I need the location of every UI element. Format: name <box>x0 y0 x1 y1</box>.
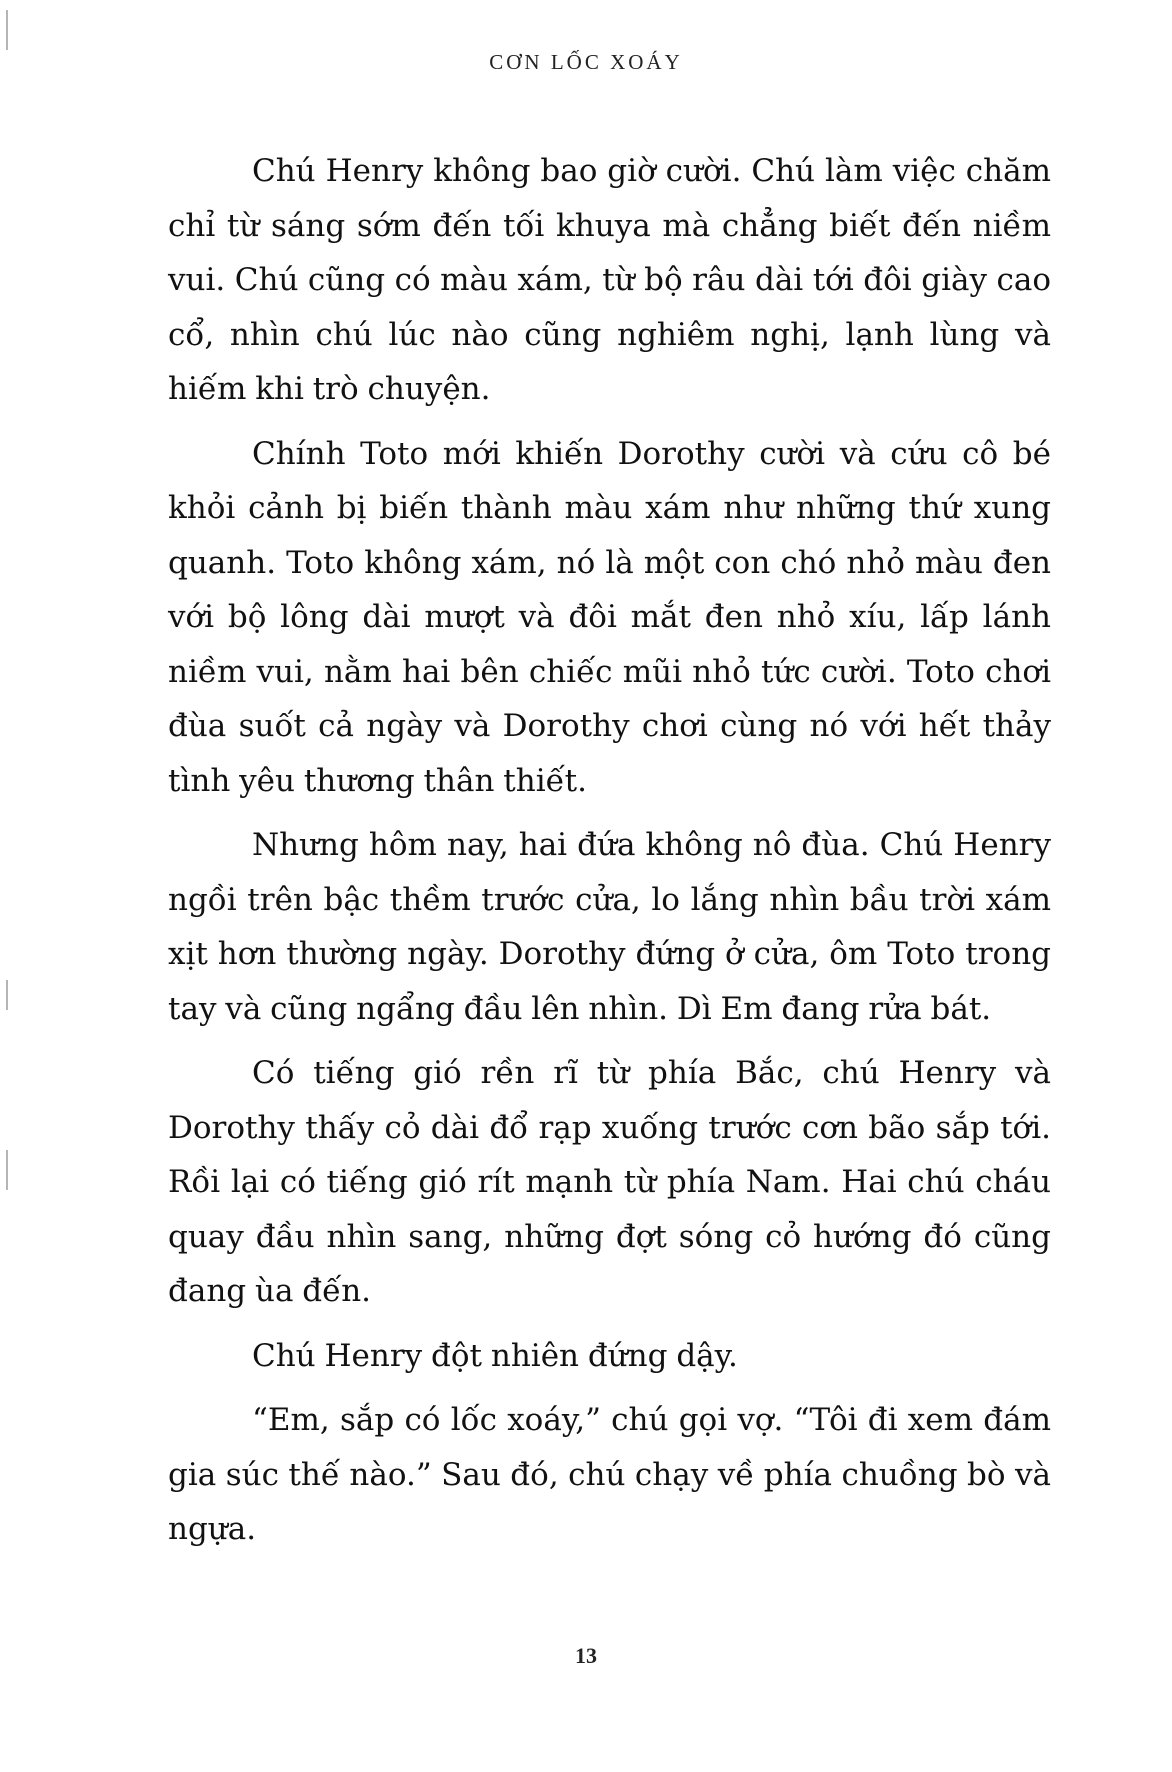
paragraph: Chú Henry đột nhiên đứng dậy. <box>252 1337 738 1374</box>
page-edge-mark <box>6 10 8 50</box>
page-edge-mark <box>6 980 8 1010</box>
paragraph: Chú Henry không bao giờ cười. Chú làm việc chăm chỉ từ sáng sớm đến tối khuya mà chẳng biết đến niềm vui. Chú cũng có màu xám, từ bộ râu dài tới đôi giày cao cổ, nhìn chú lúc nào cũng nghiêm nghị, lạnh lùng và hiếm khi trò chuyện. <box>168 153 1051 407</box>
paragraph: Chính Toto mới khiến Dorothy cười và cứu cô bé khỏi cảnh bị biến thành màu xám như những thứ xung quanh. Toto không xám, nó là một con chó nhỏ màu đen với bộ lông dài mượt và đôi mắt đen nhỏ xíu, lấp lánh niềm vui, nằm hai bên chiếc mũi nhỏ tức cười. Toto chơi đùa suốt cả ngày và Dorothy chơi cùng nó với hết thảy tình yêu thương thân thiết. <box>168 435 1051 799</box>
paragraph: Có tiếng gió rền rĩ từ phía Bắc, chú Henry và Dorothy thấy cỏ dài đổ rạp xuống trước cơn bão sắp tới. Rồi lại có tiếng gió rít mạnh từ phía Nam. Hai chú cháu quay đầu nhìn sang, những đợt sóng cỏ hướng đó cũng đang ùa đến. <box>168 1055 1051 1309</box>
page-number: 13 <box>575 1643 597 1668</box>
body-text <box>168 144 1051 1567</box>
paragraph: Nhưng hôm nay, hai đứa không nô đùa. Chú Henry ngồi trên bậc thềm trước cửa, lo lắng nhìn bầu trời xám xịt hơn thường ngày. Dorothy đứng ở cửa, ôm Toto trong tay và cũng ngẩng đầu lên nhìn. Dì Em đang rửa bát. <box>168 827 1051 1027</box>
running-head: CƠN LỐC XOÁY <box>489 50 683 74</box>
paragraph: “Em, sắp có lốc xoáy,” chú gọi vợ. “Tôi đi xem đám gia súc thế nào.” Sau đó, chú chạy về phía chuồng bò và ngựa. <box>168 1402 1051 1547</box>
page-edge-mark <box>6 1150 8 1190</box>
